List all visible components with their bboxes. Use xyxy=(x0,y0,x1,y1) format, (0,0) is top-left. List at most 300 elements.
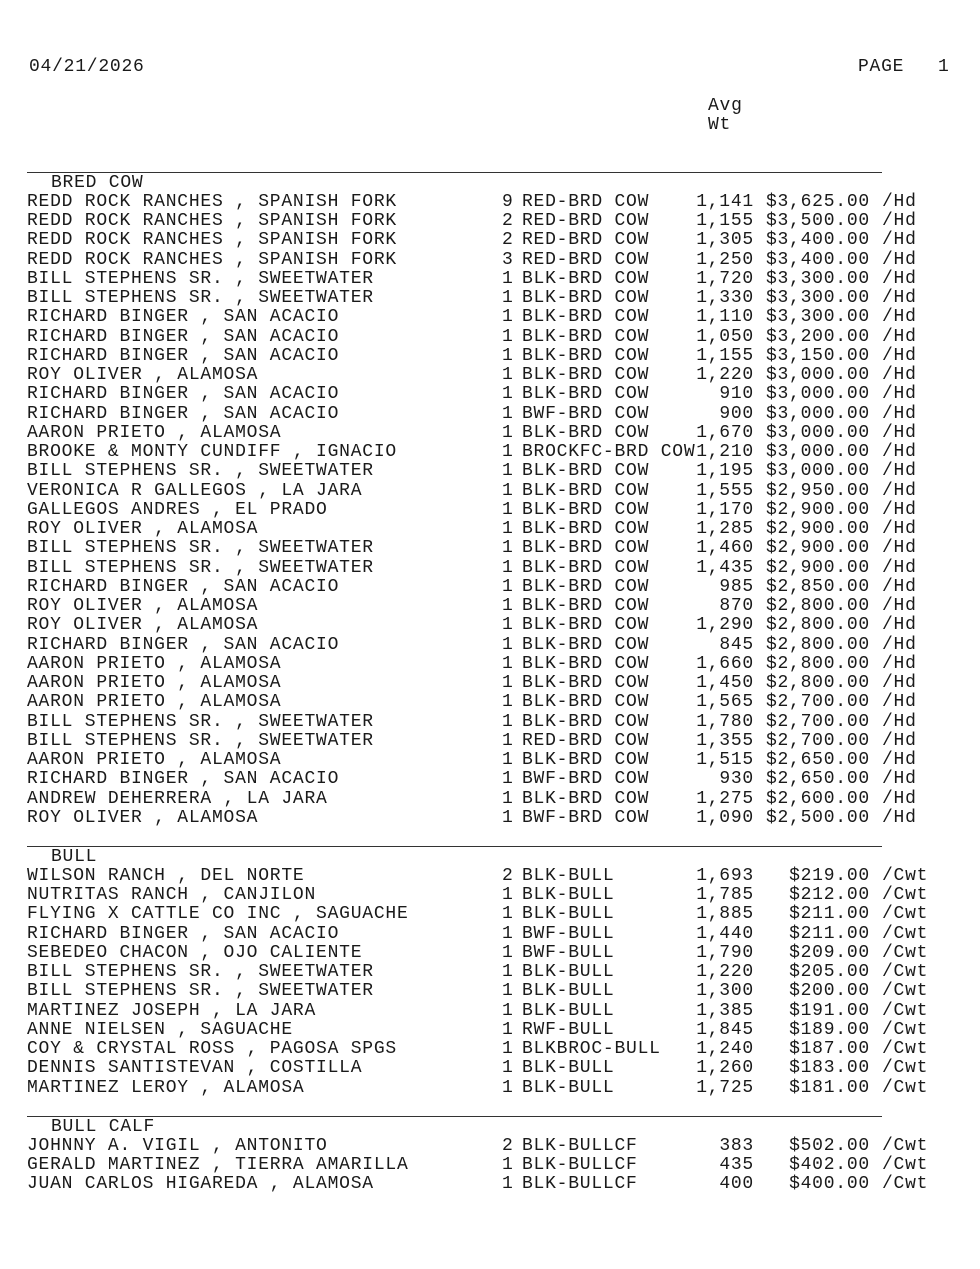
section-title-text: BULL CALF xyxy=(51,1116,156,1137)
avg-weight: 1,670 xyxy=(696,422,754,443)
head-count: 1 xyxy=(502,904,514,925)
price-unit: /Hd xyxy=(882,326,917,347)
head-count: 1 xyxy=(502,1039,514,1059)
consignor-name: AARON PRIETO , ALAMOSA xyxy=(27,422,282,443)
price: $402.00 xyxy=(789,1155,870,1175)
consignor-name: AARON PRIETO , ALAMOSA xyxy=(27,653,282,674)
head-count: 1 xyxy=(502,326,514,347)
table-row xyxy=(0,462,980,481)
avg-weight: 1,693 xyxy=(696,865,754,886)
price: $502.00 xyxy=(789,1135,870,1156)
table-row xyxy=(0,1059,980,1078)
price: $2,800.00 xyxy=(765,596,870,616)
table-row xyxy=(0,443,980,462)
consignor-name: ROY OLIVER , ALAMOSA xyxy=(27,596,259,616)
avg-weight: 400 xyxy=(719,1174,754,1195)
table-row xyxy=(0,982,980,1001)
cattle-type: BLK-BULL xyxy=(522,1077,615,1098)
table-row xyxy=(0,751,980,770)
cattle-type: BWF-BULL xyxy=(522,942,615,963)
section-title-text: BRED COW xyxy=(51,172,144,193)
avg-weight: 1,460 xyxy=(696,538,754,559)
table-row xyxy=(0,289,980,308)
cattle-type: BLK-BRD COW xyxy=(522,788,650,809)
consignor-name: RICHARD BINGER , SAN ACACIO xyxy=(27,403,340,424)
price-unit: /Cwt xyxy=(882,1000,929,1021)
avg-weight: 1,170 xyxy=(696,499,754,520)
cattle-type: BLK-BRD COW xyxy=(522,268,650,289)
cattle-type: BWF-BRD COW xyxy=(522,769,650,790)
consignor-name: REDD ROCK RANCHES , SPANISH FORK xyxy=(27,191,397,212)
consignor-name: ANDREW DEHERRERA , LA JARA xyxy=(27,788,328,809)
head-count: 2 xyxy=(502,211,514,231)
wt-column-header: Wt xyxy=(708,115,732,135)
price: $2,700.00 xyxy=(765,692,870,713)
cattle-type: BLK-BRD COW xyxy=(522,499,650,520)
cattle-type: BLK-BRD COW xyxy=(522,307,650,328)
table-row xyxy=(0,328,980,347)
price-unit: /Cwt xyxy=(882,923,929,944)
head-count: 1 xyxy=(502,519,514,539)
price-unit: /Hd xyxy=(882,557,917,578)
section-bred-cow xyxy=(0,174,980,829)
cattle-type: RED-BRD COW xyxy=(522,191,650,212)
head-count: 1 xyxy=(502,692,514,713)
price-unit: /Cwt xyxy=(882,962,929,982)
consignor-name: JOHNNY A. VIGIL , ANTONITO xyxy=(27,1135,328,1156)
cattle-type: BLK-BULLCF xyxy=(522,1135,638,1156)
cattle-type: BLK-BULL xyxy=(522,885,615,905)
head-count: 1 xyxy=(502,422,514,443)
consignor-name: BILL STEPHENS SR. , SWEETWATER xyxy=(27,538,374,559)
avg-weight: 985 xyxy=(719,576,754,597)
avg-weight: 1,141 xyxy=(696,191,754,212)
price: $2,800.00 xyxy=(765,634,870,655)
cattle-type: BLK-BRD COW xyxy=(522,673,650,693)
price-unit: /Cwt xyxy=(882,1019,929,1040)
price: $189.00 xyxy=(789,1019,870,1040)
price: $205.00 xyxy=(789,962,870,982)
head-count: 1 xyxy=(502,596,514,616)
price: $209.00 xyxy=(789,942,870,963)
price-unit: /Hd xyxy=(882,288,917,308)
table-row xyxy=(0,1175,980,1194)
section-title xyxy=(0,848,980,867)
consignor-name: ANNE NIELSEN , SAGUACHE xyxy=(27,1019,293,1040)
price-unit: /Cwt xyxy=(882,1039,929,1059)
price: $2,800.00 xyxy=(765,653,870,674)
cattle-type: BWF-BRD COW xyxy=(522,807,650,828)
price-unit: /Cwt xyxy=(882,1174,929,1195)
table-row xyxy=(0,963,980,982)
price-unit: /Hd xyxy=(882,538,917,559)
head-count: 2 xyxy=(502,865,514,886)
price-unit: /Hd xyxy=(882,769,917,790)
price: $2,700.00 xyxy=(765,730,870,751)
price-unit: /Hd xyxy=(882,576,917,597)
head-count: 3 xyxy=(502,249,514,270)
consignor-name: JUAN CARLOS HIGAREDA , ALAMOSA xyxy=(27,1174,374,1195)
consignor-name: RICHARD BINGER , SAN ACACIO xyxy=(27,307,340,328)
price-unit: /Cwt xyxy=(882,942,929,963)
consignor-name: BILL STEPHENS SR. , SWEETWATER xyxy=(27,730,374,751)
price: $3,300.00 xyxy=(765,288,870,308)
price: $400.00 xyxy=(789,1174,870,1195)
avg-weight: 1,885 xyxy=(696,904,754,925)
price: $2,950.00 xyxy=(765,480,870,501)
price: $2,900.00 xyxy=(765,519,870,539)
price: $200.00 xyxy=(789,981,870,1002)
section-title-text: BULL xyxy=(51,846,98,867)
consignor-name: GERALD MARTINEZ , TIERRA AMARILLA xyxy=(27,1155,409,1175)
price-unit: /Hd xyxy=(882,345,917,366)
avg-weight: 1,515 xyxy=(696,750,754,770)
consignor-name: RICHARD BINGER , SAN ACACIO xyxy=(27,384,340,405)
table-row xyxy=(0,944,980,963)
consignor-name: ROY OLIVER , ALAMOSA xyxy=(27,519,259,539)
cattle-type: BLK-BRD COW xyxy=(522,634,650,655)
head-count: 1 xyxy=(502,885,514,905)
avg-weight: 930 xyxy=(719,769,754,790)
head-count: 1 xyxy=(502,807,514,828)
head-count: 1 xyxy=(502,499,514,520)
section-bull-calf xyxy=(0,1118,980,1195)
table-row xyxy=(0,1079,980,1098)
table-row xyxy=(0,1137,980,1156)
head-count: 2 xyxy=(502,1135,514,1156)
price-unit: /Hd xyxy=(882,307,917,328)
head-count: 1 xyxy=(502,461,514,482)
price-unit: /Hd xyxy=(882,442,917,462)
table-row xyxy=(0,270,980,289)
table-row xyxy=(0,347,980,366)
head-count: 1 xyxy=(502,750,514,770)
table-row xyxy=(0,501,980,520)
price-unit: /Cwt xyxy=(882,885,929,905)
cattle-type: BLK-BRD COW xyxy=(522,422,650,443)
cattle-type: BLK-BRD COW xyxy=(522,596,650,616)
consignor-name: ROY OLIVER , ALAMOSA xyxy=(27,365,259,385)
section-title xyxy=(0,1118,980,1137)
cattle-type: BLK-BULL xyxy=(522,865,615,886)
price-unit: /Hd xyxy=(882,191,917,212)
avg-weight: 1,565 xyxy=(696,692,754,713)
table-row xyxy=(0,713,980,732)
cattle-type: BLK-BRD COW xyxy=(522,557,650,578)
avg-weight: 1,440 xyxy=(696,923,754,944)
avg-weight: 1,780 xyxy=(696,711,754,732)
cattle-type: BWF-BULL xyxy=(522,923,615,944)
table-row xyxy=(0,886,980,905)
avg-weight: 383 xyxy=(719,1135,754,1156)
avg-weight: 1,210 xyxy=(696,442,754,462)
price-unit: /Hd xyxy=(882,268,917,289)
price-unit: /Cwt xyxy=(882,1077,929,1098)
consignor-name: BILL STEPHENS SR. , SWEETWATER xyxy=(27,711,374,732)
head-count: 1 xyxy=(502,769,514,790)
head-count: 1 xyxy=(502,345,514,366)
consignor-name: RICHARD BINGER , SAN ACACIO xyxy=(27,576,340,597)
table-row xyxy=(0,674,980,693)
price-unit: /Hd xyxy=(882,788,917,809)
table-row xyxy=(0,308,980,327)
price: $2,500.00 xyxy=(765,807,870,828)
head-count: 1 xyxy=(502,653,514,674)
head-count: 1 xyxy=(502,384,514,405)
head-count: 1 xyxy=(502,634,514,655)
head-count: 2 xyxy=(502,230,514,251)
price: $3,300.00 xyxy=(765,307,870,328)
head-count: 1 xyxy=(502,1155,514,1175)
consignor-name: MARTINEZ LEROY , ALAMOSA xyxy=(27,1077,305,1098)
head-count: 1 xyxy=(502,1019,514,1040)
consignor-name: RICHARD BINGER , SAN ACACIO xyxy=(27,326,340,347)
cattle-type: BLK-BULL xyxy=(522,1000,615,1021)
cattle-type: RED-BRD COW xyxy=(522,230,650,251)
price: $2,850.00 xyxy=(765,576,870,597)
avg-weight: 1,290 xyxy=(696,615,754,636)
consignor-name: BILL STEPHENS SR. , SWEETWATER xyxy=(27,962,374,982)
consignor-name: BROOKE & MONTY CUNDIFF , IGNACIO xyxy=(27,442,397,462)
cattle-type: BLK-BRD COW xyxy=(522,711,650,732)
table-row xyxy=(0,559,980,578)
cattle-type: BLK-BRD COW xyxy=(522,615,650,636)
head-count: 1 xyxy=(502,307,514,328)
head-count: 1 xyxy=(502,923,514,944)
cattle-type: BWF-BRD COW xyxy=(522,403,650,424)
avg-weight: 1,220 xyxy=(696,962,754,982)
head-count: 1 xyxy=(502,1058,514,1079)
consignor-name: REDD ROCK RANCHES , SPANISH FORK xyxy=(27,230,397,251)
table-row xyxy=(0,867,980,886)
head-count: 1 xyxy=(502,711,514,732)
consignor-name: AARON PRIETO , ALAMOSA xyxy=(27,692,282,713)
cattle-type: RWF-BULL xyxy=(522,1019,615,1040)
head-count: 1 xyxy=(502,1000,514,1021)
avg-weight: 1,285 xyxy=(696,519,754,539)
head-count: 9 xyxy=(502,191,514,212)
avg-weight: 1,720 xyxy=(696,268,754,289)
price-unit: /Cwt xyxy=(882,865,929,886)
avg-weight: 1,555 xyxy=(696,480,754,501)
consignor-name: RICHARD BINGER , SAN ACACIO xyxy=(27,634,340,655)
avg-weight: 910 xyxy=(719,384,754,405)
table-row xyxy=(0,424,980,443)
consignor-name: ROY OLIVER , ALAMOSA xyxy=(27,807,259,828)
price: $187.00 xyxy=(789,1039,870,1059)
table-row xyxy=(0,655,980,674)
price: $219.00 xyxy=(789,865,870,886)
cattle-type: BLKBROC-BULL xyxy=(522,1039,661,1059)
table-row xyxy=(0,539,980,558)
price-unit: /Hd xyxy=(882,249,917,270)
consignor-name: BILL STEPHENS SR. , SWEETWATER xyxy=(27,268,374,289)
price: $211.00 xyxy=(789,904,870,925)
avg-weight: 1,790 xyxy=(696,942,754,963)
cattle-type: BLK-BULL xyxy=(522,904,615,925)
avg-weight: 1,240 xyxy=(696,1039,754,1059)
page-label: PAGE xyxy=(858,57,905,77)
price: $3,200.00 xyxy=(765,326,870,347)
price: $3,000.00 xyxy=(765,403,870,424)
cattle-type: BLK-BRD COW xyxy=(522,692,650,713)
price: $2,800.00 xyxy=(765,673,870,693)
consignor-name: BILL STEPHENS SR. , SWEETWATER xyxy=(27,557,374,578)
head-count: 1 xyxy=(502,442,514,462)
price-unit: /Hd xyxy=(882,480,917,501)
table-row xyxy=(0,1021,980,1040)
cattle-type: BLK-BRD COW xyxy=(522,480,650,501)
table-row xyxy=(0,925,980,944)
price: $211.00 xyxy=(789,923,870,944)
price: $3,400.00 xyxy=(765,249,870,270)
avg-weight: 1,435 xyxy=(696,557,754,578)
price-unit: /Cwt xyxy=(882,1135,929,1156)
avg-weight: 1,275 xyxy=(696,788,754,809)
price-unit: /Hd xyxy=(882,807,917,828)
head-count: 1 xyxy=(502,1077,514,1098)
cattle-type: BLK-BRD COW xyxy=(522,345,650,366)
table-row xyxy=(0,809,980,828)
price: $3,000.00 xyxy=(765,365,870,385)
avg-weight: 1,845 xyxy=(696,1019,754,1040)
avg-weight: 1,385 xyxy=(696,1000,754,1021)
price-unit: /Hd xyxy=(882,730,917,751)
cattle-type: BLK-BRD COW xyxy=(522,461,650,482)
avg-weight: 1,050 xyxy=(696,326,754,347)
price-unit: /Hd xyxy=(882,711,917,732)
price: $212.00 xyxy=(789,885,870,905)
avg-weight: 1,090 xyxy=(696,807,754,828)
table-row xyxy=(0,693,980,712)
price-unit: /Hd xyxy=(882,365,917,385)
price: $2,900.00 xyxy=(765,538,870,559)
head-count: 1 xyxy=(502,788,514,809)
price-unit: /Hd xyxy=(882,596,917,616)
cattle-type: BROCKFC-BRD COW xyxy=(522,442,696,462)
avg-weight: 1,785 xyxy=(696,885,754,905)
consignor-name: BILL STEPHENS SR. , SWEETWATER xyxy=(27,461,374,482)
table-row xyxy=(0,616,980,635)
cattle-type: BLK-BRD COW xyxy=(522,365,650,385)
table-row xyxy=(0,405,980,424)
table-row xyxy=(0,1002,980,1021)
table-row xyxy=(0,212,980,231)
price: $3,300.00 xyxy=(765,268,870,289)
avg-weight: 900 xyxy=(719,403,754,424)
avg-weight: 1,300 xyxy=(696,981,754,1002)
section-title xyxy=(0,174,980,193)
consignor-name: RICHARD BINGER , SAN ACACIO xyxy=(27,769,340,790)
table-row xyxy=(0,251,980,270)
head-count: 1 xyxy=(502,981,514,1002)
price: $3,000.00 xyxy=(765,422,870,443)
price: $3,000.00 xyxy=(765,461,870,482)
price: $183.00 xyxy=(789,1058,870,1079)
price-unit: /Hd xyxy=(882,634,917,655)
consignor-name: RICHARD BINGER , SAN ACACIO xyxy=(27,923,340,944)
head-count: 1 xyxy=(502,576,514,597)
price: $2,900.00 xyxy=(765,557,870,578)
table-row xyxy=(0,193,980,212)
cattle-type: BLK-BULLCF xyxy=(522,1155,638,1175)
cattle-type: RED-BRD COW xyxy=(522,730,650,751)
cattle-type: BLK-BRD COW xyxy=(522,576,650,597)
price: $2,650.00 xyxy=(765,750,870,770)
table-row xyxy=(0,482,980,501)
cattle-type: BLK-BULL xyxy=(522,962,615,982)
consignor-name: VERONICA R GALLEGOS , LA JARA xyxy=(27,480,363,501)
consignor-name: AARON PRIETO , ALAMOSA xyxy=(27,673,282,693)
price: $2,700.00 xyxy=(765,711,870,732)
price-unit: /Cwt xyxy=(882,904,929,925)
price: $181.00 xyxy=(789,1077,870,1098)
cattle-type: BLK-BRD COW xyxy=(522,288,650,308)
head-count: 1 xyxy=(502,403,514,424)
table-row xyxy=(0,520,980,539)
price-unit: /Hd xyxy=(882,384,917,405)
consignor-name: COY & CRYSTAL ROSS , PAGOSA SPGS xyxy=(27,1039,397,1059)
avg-weight: 1,725 xyxy=(696,1077,754,1098)
head-count: 1 xyxy=(502,268,514,289)
head-count: 1 xyxy=(502,557,514,578)
avg-weight: 1,250 xyxy=(696,249,754,270)
cattle-type: BLK-BRD COW xyxy=(522,384,650,405)
price: $2,900.00 xyxy=(765,499,870,520)
table-row xyxy=(0,385,980,404)
head-count: 1 xyxy=(502,288,514,308)
avg-weight: 1,355 xyxy=(696,730,754,751)
consignor-name: GALLEGOS ANDRES , EL PRADO xyxy=(27,499,328,520)
price-unit: /Cwt xyxy=(882,981,929,1002)
consignor-name: NUTRITAS RANCH , CANJILON xyxy=(27,885,317,905)
price: $3,500.00 xyxy=(765,211,870,231)
head-count: 1 xyxy=(502,538,514,559)
report-date: 04/21/2026 xyxy=(29,57,145,77)
price: $191.00 xyxy=(789,1000,870,1021)
avg-weight: 870 xyxy=(719,596,754,616)
consignor-name: WILSON RANCH , DEL NORTE xyxy=(27,865,305,886)
table-row xyxy=(0,1040,980,1059)
consignor-name: FLYING X CATTLE CO INC , SAGUACHE xyxy=(27,904,409,925)
cattle-type: BLK-BRD COW xyxy=(522,519,650,539)
table-row xyxy=(0,732,980,751)
table-row xyxy=(0,366,980,385)
head-count: 1 xyxy=(502,730,514,751)
price: $3,000.00 xyxy=(765,384,870,405)
avg-weight: 1,330 xyxy=(696,288,754,308)
price-unit: /Hd xyxy=(882,230,917,251)
cattle-type: RED-BRD COW xyxy=(522,211,650,231)
consignor-name: RICHARD BINGER , SAN ACACIO xyxy=(27,345,340,366)
table-row xyxy=(0,790,980,809)
consignor-name: REDD ROCK RANCHES , SPANISH FORK xyxy=(27,249,397,270)
price: $3,625.00 xyxy=(765,191,870,212)
consignor-name: SEBEDEO CHACON , OJO CALIENTE xyxy=(27,942,363,963)
price-unit: /Hd xyxy=(882,519,917,539)
consignor-name: ROY OLIVER , ALAMOSA xyxy=(27,615,259,636)
cattle-type: BLK-BRD COW xyxy=(522,326,650,347)
price: $3,150.00 xyxy=(765,345,870,366)
avg-weight: 435 xyxy=(719,1155,754,1175)
price-unit: /Cwt xyxy=(882,1058,929,1079)
cattle-type: RED-BRD COW xyxy=(522,249,650,270)
price: $2,650.00 xyxy=(765,769,870,790)
table-row xyxy=(0,1156,980,1175)
cattle-type: BLK-BRD COW xyxy=(522,653,650,674)
page-number: 1 xyxy=(938,57,950,77)
avg-weight: 1,660 xyxy=(696,653,754,674)
